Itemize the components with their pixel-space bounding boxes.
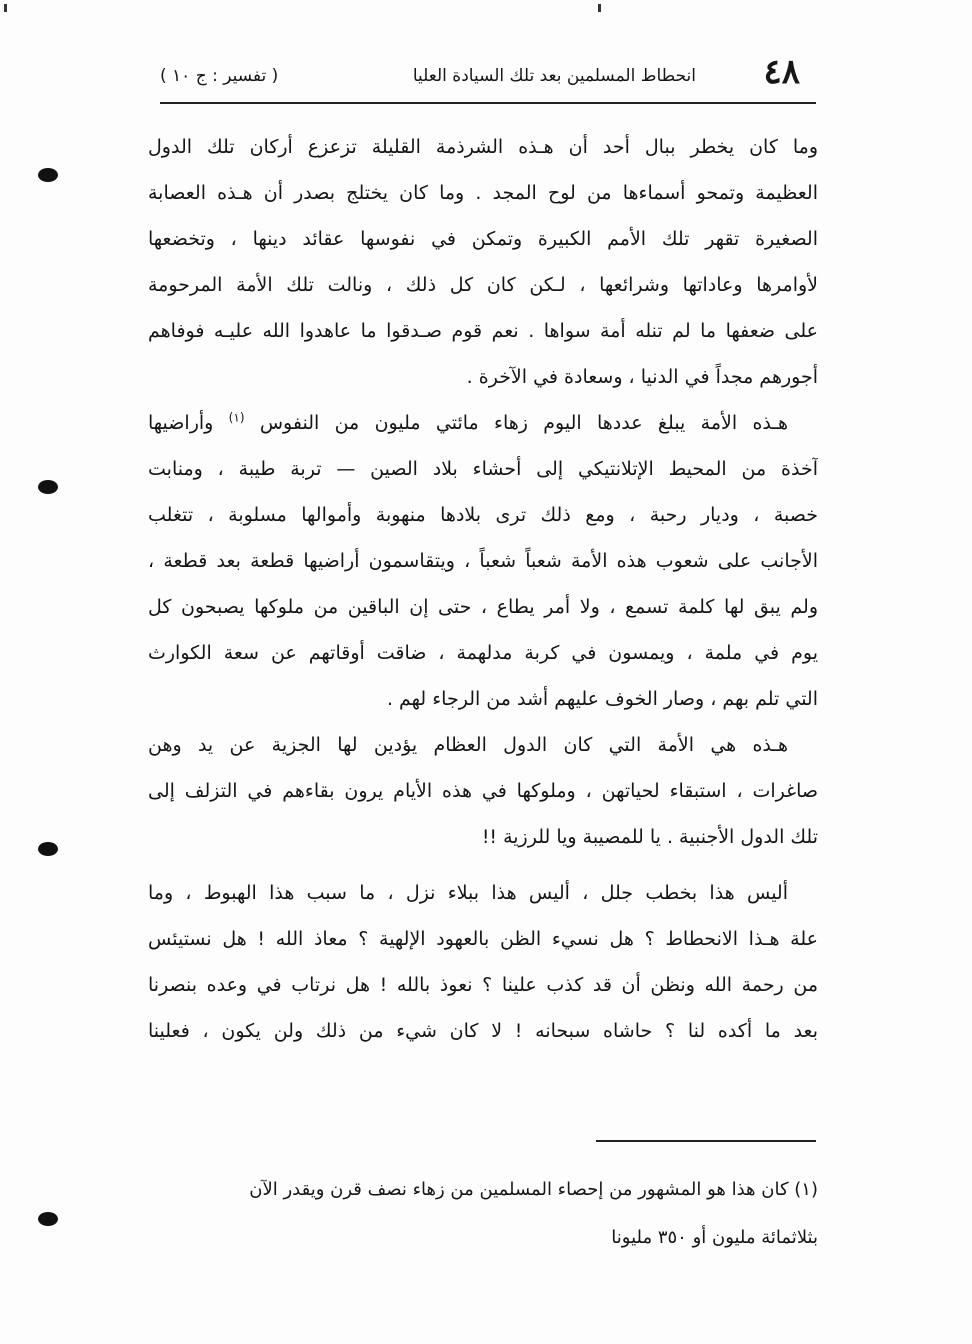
text-run: هـذه الأمة يبلغ عددها اليوم زهاء مائتي مليون من النفوس [259,412,788,434]
punch-hole [38,1212,58,1226]
punch-hole [38,480,58,494]
footnote-block [148,1166,818,1262]
page-number: ٤٨ [763,52,800,92]
text-line: على ضعفها ما لم تنله أمة سواها . نعم قوم صـدقوا ما عاهدوا الله عليـه فوفاهم [148,320,818,342]
paragraph-3 [148,722,818,860]
footnote-reference: (١) [228,410,245,425]
text-line: يوم في ملمة ، ويمسون في كربة مدلهمة ، ضاقت أوقاتهم عن سعة الكوارث [148,642,818,664]
scan-corner-mark [598,4,601,12]
text-line: هـذه هي الأمة التي كان الدول العظام يؤدين لها الجزية عن يد وهن [148,734,788,756]
text-line: صاغرات ، استبقاء لحياتهن ، وملوكها في هذه الأيام يرون بقاءهم في التزلف إلى [148,780,818,802]
text-line: أجورهم مجداً في الدنيا ، وسعادة في الآخرة . [466,366,818,388]
text-line: التي تلم بهم ، وصار الخوف عليهم أشد من الرجاء لهم . [386,688,818,710]
footnote-line: بثلاثمائة مليون أو ٣٥٠ مليونا [611,1227,818,1248]
text-line: تلك الدول الأجنبية . يا للمصيبة ويا للرزية !! [481,826,818,848]
paragraph-2 [148,400,818,722]
punch-hole [38,168,58,182]
paragraph-4 [148,870,818,1054]
header-rule [160,102,816,104]
running-title: انحطاط المسلمين بعد تلك السيادة العليا [412,66,696,86]
text-line [148,400,818,446]
body-text [148,124,818,1054]
scan-corner-mark [4,4,7,12]
text-line: آخذة من المحيط الإتلانتيكي إلى أحشاء بلاد الصين — تربة طيبة ، ومنابت [148,458,818,480]
paragraph-gap [148,860,818,870]
footnote-rule [596,1140,816,1142]
text-line: من رحمة الله ونظن أن قد كذب علينا ؟ نعوذ بالله ! هل نرتاب في وعده بنصرنا [148,974,818,996]
running-source: ( تفسير : ج ١٠ ) [160,66,279,86]
punch-hole [38,842,58,856]
paragraph-1 [148,124,818,400]
text-line: أليس هذا بخطب جلل ، أليس هذا ببلاء نزل ، ما سبب هذا الهبوط ، وما [148,882,788,904]
text-line: وما كان يخطر ببال أحد أن هـذه الشرذمة القليلة تزعزع أركان تلك الدول [148,136,818,158]
text-line: بعد ما أكده لنا ؟ حاشاه سبحانه ! لا كان شيء من ذلك ولن يكون ، فعلينا [148,1020,818,1042]
running-header [160,52,800,98]
text-line: الصغيرة تقهر تلك الأمم الكبيرة وتمكن في نفوسها عقائد دينها ، وتخضعها [148,228,818,250]
text-line: العظيمة وتمحو أسماءها من لوح المجد . وما كان يختلج بصدر أن هـذه العصابة [148,182,818,204]
text-line: ولم يبق لها كلمة تسمع ، ولا أمر يطاع ، حتى إن الباقين من ملوكها يصبحون كل [148,596,818,618]
text-line: الأجانب على شعوب هذه الأمة شعباً شعباً ، ويتقاسمون أراضيها قطعة بعد قطعة ، [148,550,818,572]
text-line: خصبة ، وديار رحبة ، ومع ذلك ترى بلادها منهوبة وأموالها مسلوبة ، تتغلب [148,504,818,526]
text-line: لأوامرها وعاداتها وشرائعها ، لـكن كان كل ذلك ، ونالت تلك الأمة المرحومة [148,274,818,296]
footnote-line: (١) كان هذا هو المشهور من إحصاء المسلمين من زهاء نصف قرن ويقدر الآن [249,1179,818,1200]
text-run: وأراضيها [148,412,214,434]
text-line: علة هـذا الانحطاط ؟ هل نسيء الظن بالعهود الإلهية ؟ معاذ الله ! هل نستيئس [148,928,818,950]
